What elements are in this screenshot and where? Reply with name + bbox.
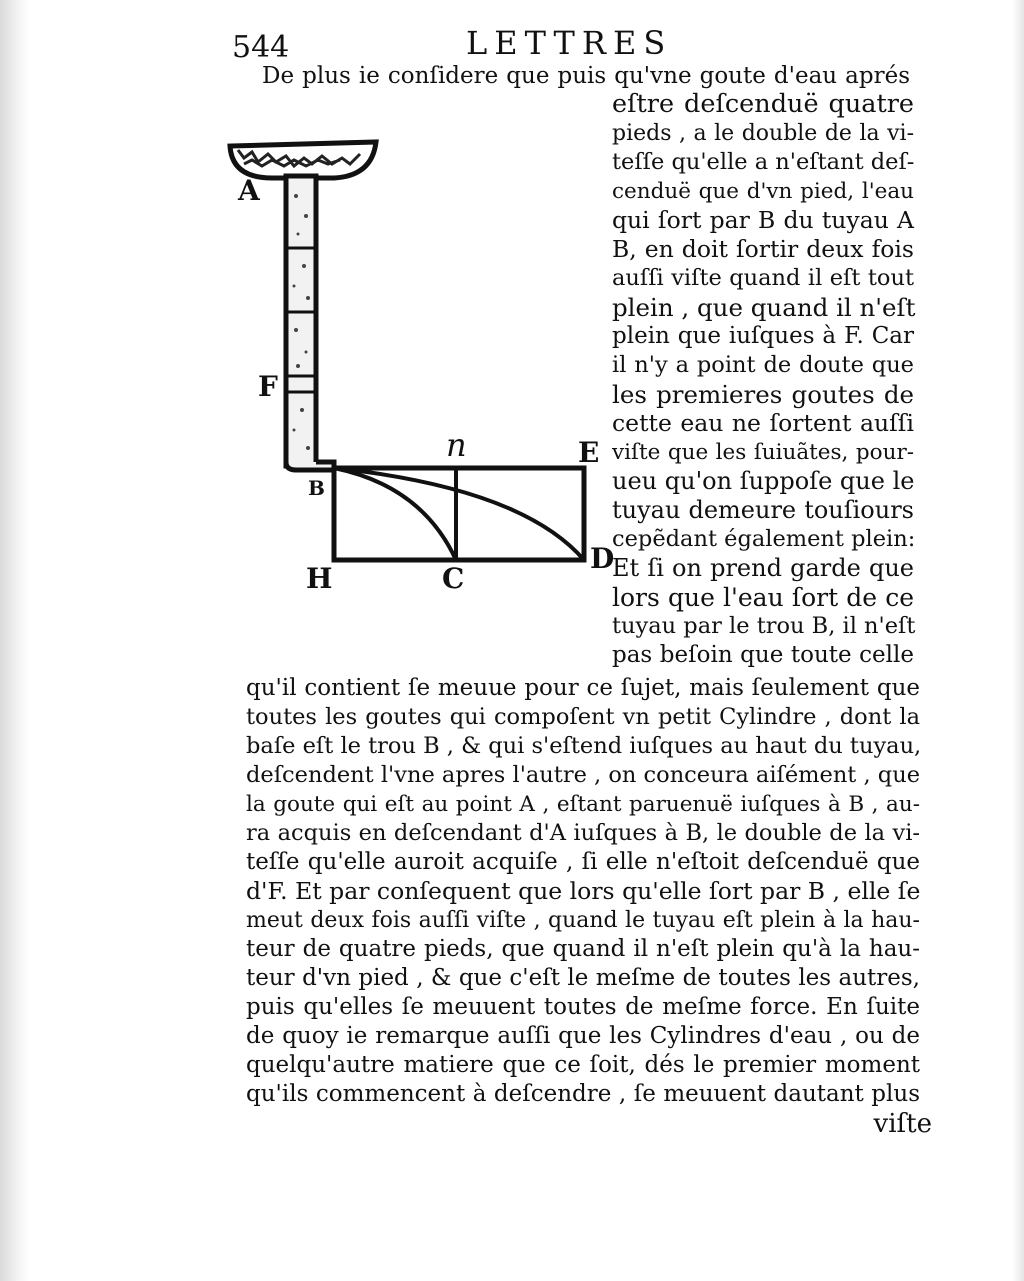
page-right-edge-shadow bbox=[1012, 0, 1024, 1281]
jet-curve-to-c bbox=[334, 468, 456, 560]
text-line-side: cenduë que d'vn pied, l'eau bbox=[612, 179, 914, 204]
text-line-side: auſſi viſte quand il eſt tout bbox=[612, 265, 914, 291]
figure-label-n: n bbox=[446, 426, 467, 464]
text-line-side: viſte que les ſuiuãtes, pour- bbox=[612, 440, 914, 465]
text-line-side: cepẽdant également plein: bbox=[612, 526, 916, 552]
text-line-full: toutes les goutes qui compoſent vn petit Cylindre , dont la bbox=[246, 704, 920, 730]
page-left-edge-shadow bbox=[0, 0, 30, 1281]
figure-label-b: B bbox=[308, 476, 325, 500]
text-line-full: la goute qui eſt au point A , eſtant paruenuë iuſques à B , au- bbox=[246, 792, 920, 817]
running-head: LETTRES bbox=[466, 24, 673, 62]
text-line-full: baſe eſt le trou B , & qui s'eſtend iuſques au haut du tuyau, bbox=[246, 733, 922, 759]
text-line-full: d'F. Et par conſequent que lors qu'elle ſort par B , elle ſe bbox=[246, 877, 921, 905]
text-line-full: deſcendent l'vne apres l'autre , on conceura aiſément , que bbox=[246, 762, 921, 788]
tube-vertical bbox=[286, 176, 316, 466]
figure-label-d: D bbox=[590, 542, 615, 575]
text-line-side: les premieres goutes de bbox=[612, 380, 914, 409]
figure-drawing bbox=[222, 126, 614, 606]
text-line-first: De plus ie conſidere que puis qu'vne goute d'eau aprés bbox=[262, 63, 910, 89]
rectangle-bedh bbox=[334, 468, 584, 560]
text-line-full: puis qu'elles ſe meuuent toutes de meſme force. En ſuite bbox=[246, 994, 920, 1020]
figure-label-f: F bbox=[258, 370, 278, 403]
text-line-side: plein , que quand il n'eſt bbox=[612, 293, 916, 322]
text-line-side: tuyau demeure touſiours bbox=[612, 496, 914, 524]
text-line-full: teur de quatre pieds, que quand il n'eſt plein qu'à la hau- bbox=[246, 936, 920, 962]
text-line-full: teur d'vn pied , & que c'eſt le meſme de toutes les autres, bbox=[246, 965, 920, 991]
text-line-side: pas beſoin que toute celle bbox=[612, 642, 914, 668]
text-line-side: tuyau par le trou B, il n'eſt bbox=[612, 613, 916, 639]
text-line-full: ra acquis en deſcendant d'A iuſques à B, le double de la vi- bbox=[246, 820, 920, 846]
tube-elbow bbox=[286, 462, 334, 470]
text-line-side: teſſe qu'elle a n'eſtant deſ- bbox=[612, 149, 915, 175]
text-line-side: eſtre deſcenduë quatre bbox=[612, 89, 914, 119]
figure-label-c: C bbox=[442, 562, 465, 595]
text-line-full: qu'ils commencent à deſcendre , ſe meuuent dautant plus bbox=[246, 1081, 920, 1107]
figure-label-h: H bbox=[306, 562, 333, 595]
jet-curve-to-d bbox=[334, 468, 584, 560]
text-line-side: Et ſi on prend garde que bbox=[612, 554, 914, 582]
text-line-side: ueu qu'on ſuppoſe que le bbox=[612, 467, 915, 495]
text-line-full: teſſe qu'elle auroit acquiſe , ſi elle n'eſtoit deſcenduë que bbox=[246, 849, 920, 875]
text-line-side: qui ſort par B du tuyau A bbox=[612, 206, 914, 234]
text-line-full: quelqu'autre matiere que ce ſoit, dés le premier moment bbox=[246, 1052, 920, 1078]
text-line-side: cette eau ne ſortent auſſi bbox=[612, 409, 914, 437]
figure-water-tube-diagram bbox=[222, 126, 614, 606]
text-line-side: il n'y a point de doute que bbox=[612, 352, 914, 378]
text-line-side: plein que iuſques à F. Car bbox=[612, 323, 914, 349]
text-line-full: meut deux fois auſſi viſte , quand le tuyau eſt plein à la hau- bbox=[246, 908, 920, 933]
text-line-full: de quoy ie remarque auſſi que les Cylindres d'eau , ou de bbox=[246, 1023, 920, 1049]
text-line-side: B, en doit ſortir deux fois bbox=[612, 235, 914, 263]
figure-label-a: A bbox=[238, 174, 260, 207]
text-line-side: pieds , a le double de la vi- bbox=[612, 121, 914, 146]
page-number: 544 bbox=[232, 30, 290, 65]
text-line-side: lors que l'eau ſort de ce bbox=[612, 583, 914, 612]
text-line-full: qu'il contient ſe meuue pour ce ſujet, mais ſeulement que bbox=[246, 675, 920, 701]
catchword: viſte bbox=[873, 1109, 932, 1139]
figure-label-e: E bbox=[578, 436, 600, 469]
